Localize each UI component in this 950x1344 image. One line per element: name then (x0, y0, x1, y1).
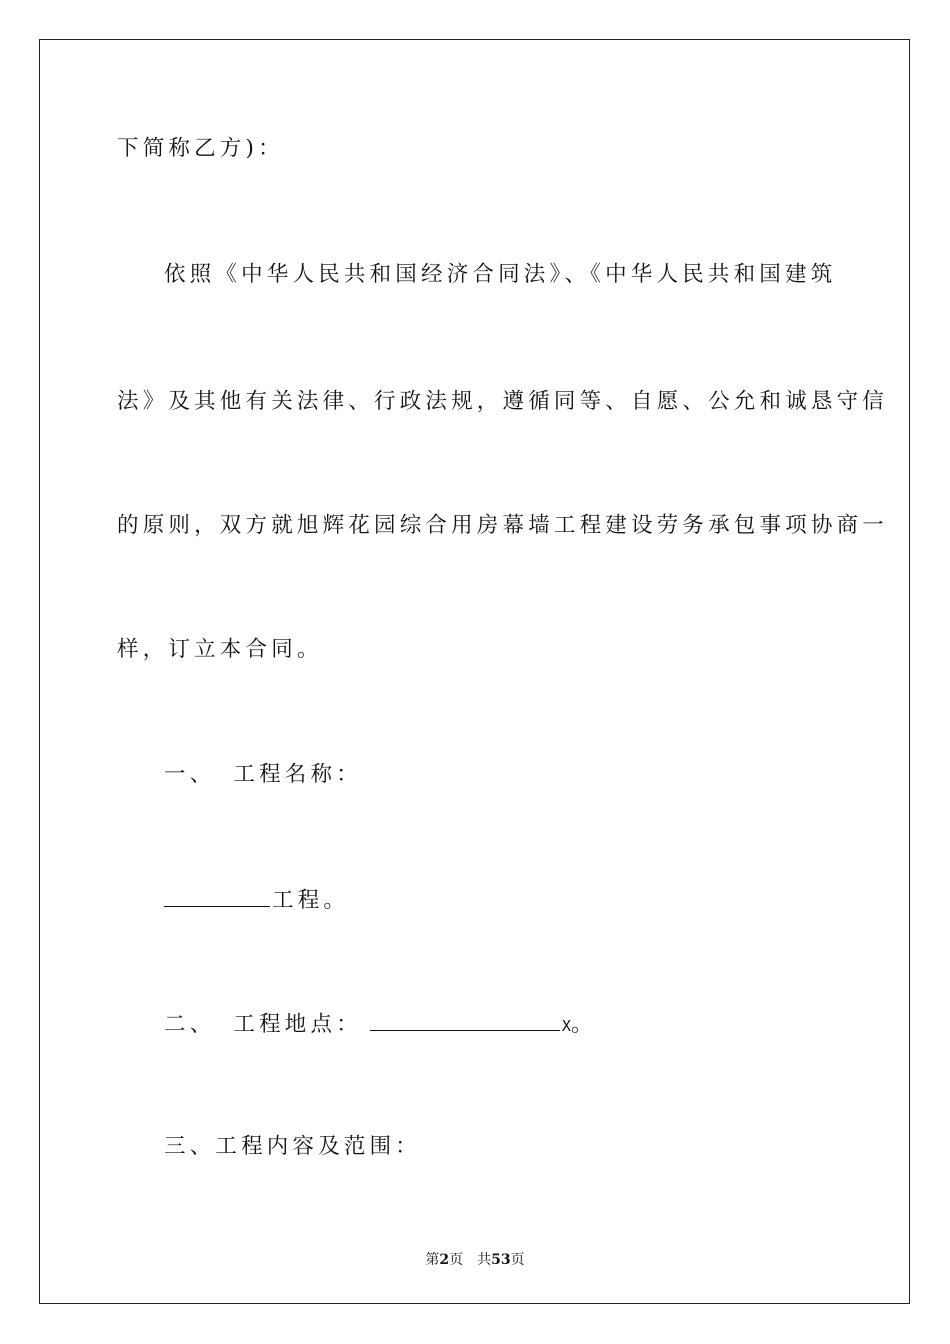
section-project-scope: 三、工程内容及范围： (164, 1134, 422, 1159)
project-name-suffix: 工程。 (272, 888, 350, 913)
project-name-blank (164, 888, 270, 907)
footer-page-unit: 页 (449, 1252, 464, 1268)
section-project-location (164, 1012, 597, 1036)
section-2-number: 二、 (164, 1012, 216, 1037)
project-location-x: X (561, 1017, 571, 1035)
footer-prefix: 第 (425, 1252, 440, 1268)
page-border (39, 39, 910, 1304)
text-line-2: 依照《中华人民共和国经济合同法》、《中华人民共和国建筑 (164, 262, 837, 287)
section-project-name (164, 764, 362, 786)
footer-total-prefix: 共 (477, 1252, 492, 1268)
footer-total-pages: 53 (491, 1252, 511, 1268)
project-name-value (164, 888, 349, 912)
project-location-blank (370, 1012, 560, 1031)
section-1-label: 工程名称： (233, 762, 362, 787)
section-1-number: 一、 (164, 762, 216, 787)
footer-page-number: 2 (439, 1252, 450, 1268)
project-location-end: 。 (570, 1012, 597, 1037)
footer-total-unit: 页 (510, 1252, 525, 1268)
section-2-label: 工程地点： (233, 1012, 362, 1037)
text-line-1: 下简称乙方)： (117, 136, 284, 161)
text-line-4: 的原则，双方就旭辉花园综合用房幕墙工程建设劳务承包事项协商一 (117, 513, 889, 538)
page-footer (0, 1249, 950, 1269)
text-line-5: 样，订立本合同。 (117, 637, 323, 662)
text-line-3: 法》及其他有关法律、行政法规，遵循同等、自愿、公允和诚恳守信 (117, 389, 889, 414)
